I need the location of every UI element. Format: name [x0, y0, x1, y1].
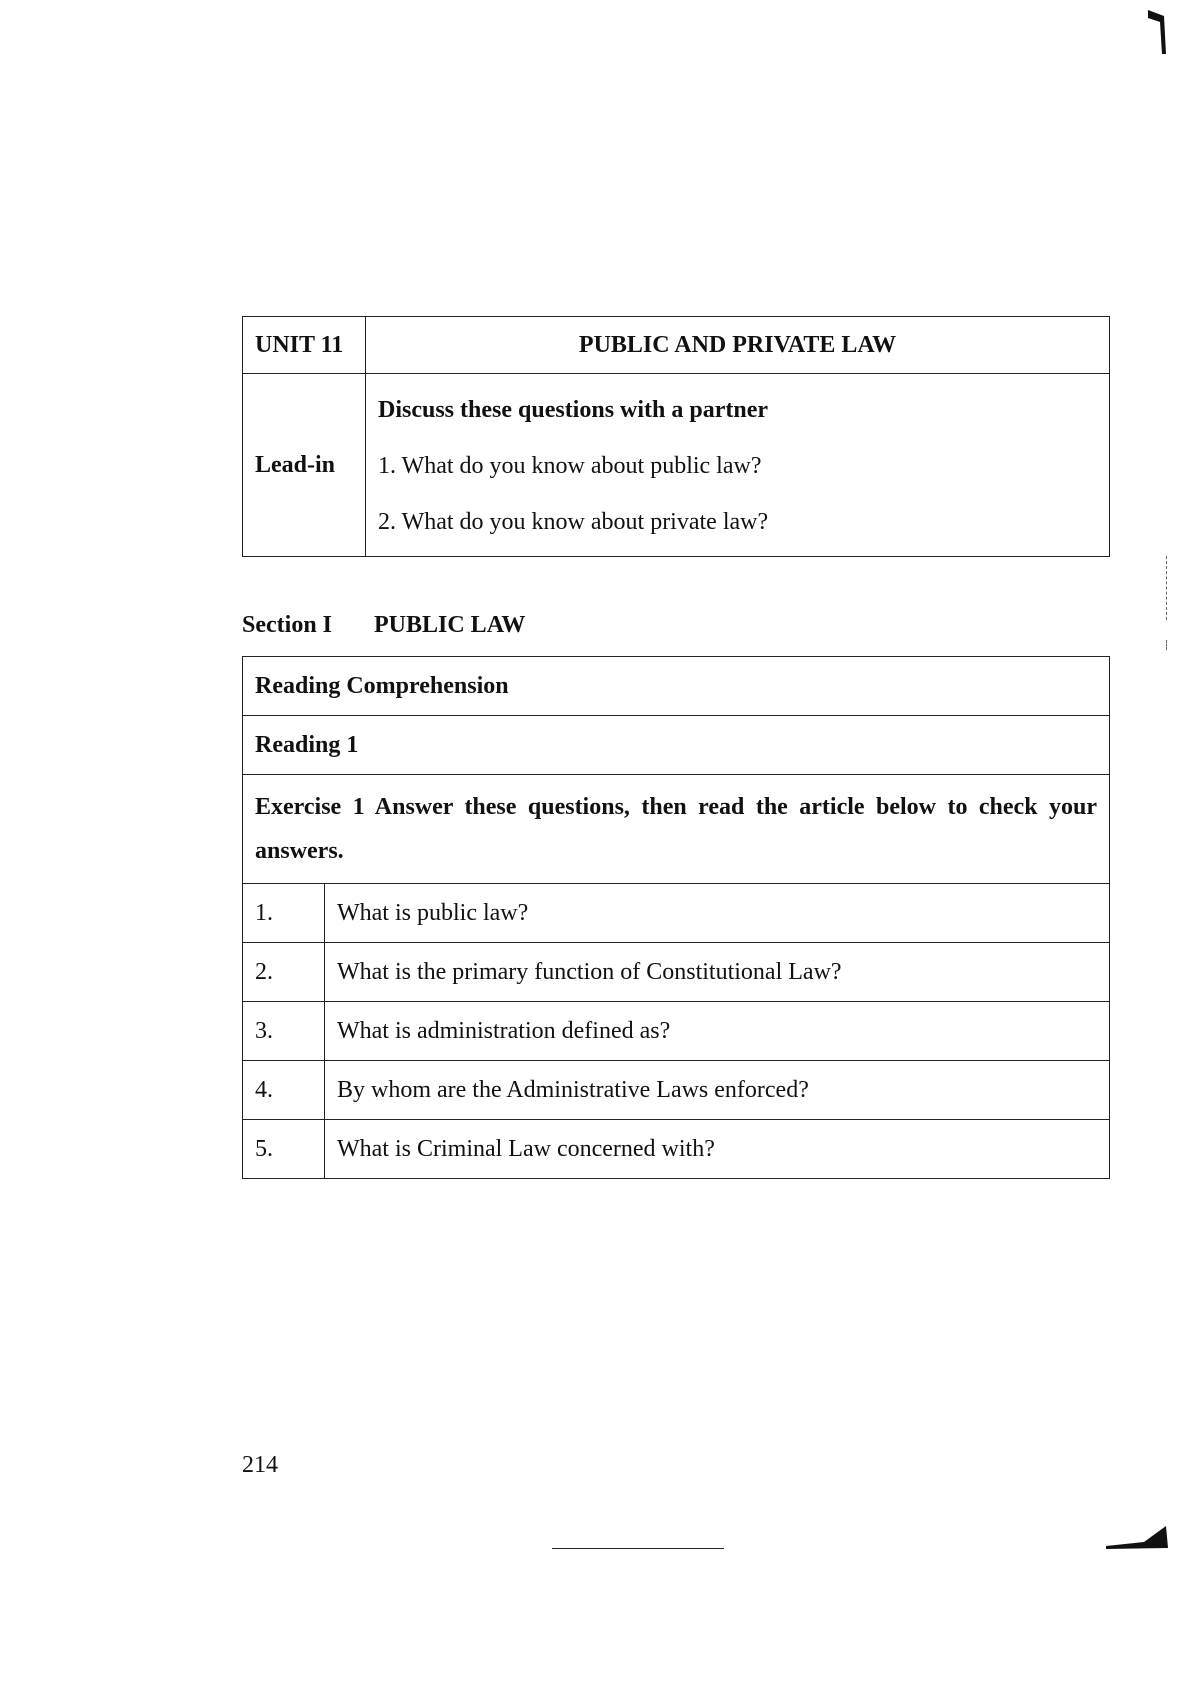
question-text: What is the primary function of Constitutional Law?	[325, 943, 1110, 1002]
reading-heading: Reading Comprehension	[243, 657, 1110, 716]
question-number: 4.	[243, 1061, 325, 1120]
question-number: 5.	[243, 1120, 325, 1179]
question-text: By whom are the Administrative Laws enforced?	[325, 1061, 1110, 1120]
reading-heading-row	[243, 657, 1110, 716]
unit-title: PUBLIC AND PRIVATE LAW	[366, 317, 1110, 374]
section-title: PUBLIC LAW	[374, 612, 526, 638]
unit-table	[242, 316, 1110, 557]
question-row	[243, 884, 1110, 943]
question-number: 2.	[243, 943, 325, 1002]
question-number: 1.	[243, 884, 325, 943]
question-text: What is public law?	[325, 884, 1110, 943]
question-row	[243, 1002, 1110, 1061]
lead-in-question: 1. What do you know about public law?	[378, 453, 762, 479]
scan-corner-mark-top	[1146, 8, 1168, 56]
question-text: What is administration defined as?	[325, 1002, 1110, 1061]
lead-in-label: Lead-in	[243, 374, 366, 557]
section-heading	[242, 612, 525, 639]
lead-in-row	[243, 374, 1110, 557]
unit-label: UNIT 11	[243, 317, 366, 374]
question-row	[243, 1120, 1110, 1179]
page-number: 214	[242, 1452, 278, 1478]
reading-table	[242, 656, 1110, 1179]
lead-in-content	[366, 374, 1110, 557]
bottom-rule	[552, 1548, 724, 1549]
lead-in-question: 2. What do you know about private law?	[378, 509, 769, 535]
question-text: What is Criminal Law concerned with?	[325, 1120, 1110, 1179]
reading-subheading: Reading 1	[243, 716, 1110, 775]
scan-corner-mark-bottom	[1104, 1522, 1170, 1550]
section-number: Section I	[242, 612, 332, 638]
scan-edge-mark	[1166, 556, 1167, 620]
unit-header-row	[243, 317, 1110, 374]
reading-subheading-row	[243, 716, 1110, 775]
question-number: 3.	[243, 1002, 325, 1061]
scan-edge-mark	[1166, 640, 1167, 650]
exercise-instruction: Exercise 1 Answer these questions, then read the article below to check your answers.	[243, 775, 1110, 884]
lead-in-instruction: Discuss these questions with a partner	[378, 397, 769, 423]
question-row	[243, 1061, 1110, 1120]
question-row	[243, 943, 1110, 1002]
exercise-row	[243, 775, 1110, 884]
